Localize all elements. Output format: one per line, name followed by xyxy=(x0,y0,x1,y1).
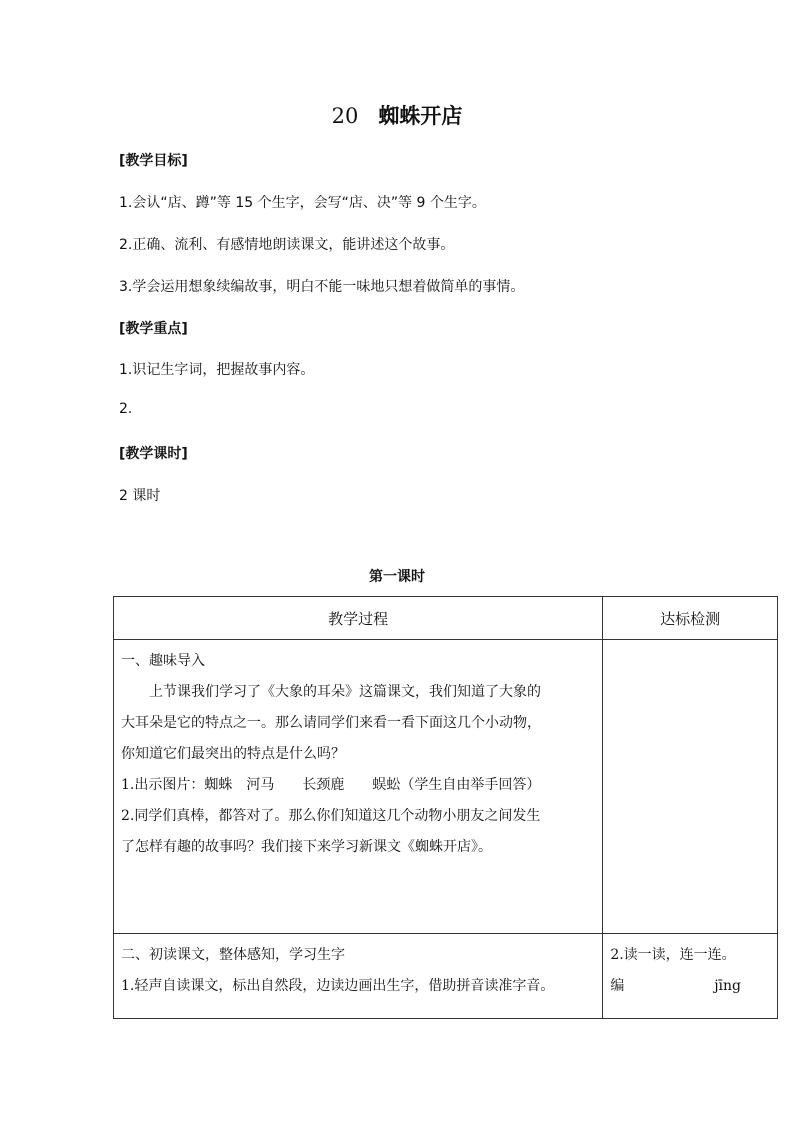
row2-item1: 1.轻声自读课文，标出自然段，边读边画出生字，借助拼音读准字音。 xyxy=(121,978,555,994)
process-cell-intro xyxy=(114,640,603,934)
row1-para-line: 你知道它们最突出的特点是什么吗？ xyxy=(121,746,345,762)
lesson-title: 蜘蛛开店 xyxy=(378,103,463,128)
check-cell-intro xyxy=(603,640,778,934)
match-pinyin: jīng xyxy=(714,978,741,994)
goals-heading: [教学目标] xyxy=(119,153,188,169)
row1-para-line: 上节课我们学习了《大象的耳朵》这篇课文，我们知道了大象的 xyxy=(149,684,541,700)
check-cell-reading xyxy=(603,934,778,1019)
goal-2: 2.正确、流利、有感情地朗读课文，能讲述这个故事。 xyxy=(119,237,455,253)
key-1: 1.识记生字词，把握故事内容。 xyxy=(119,362,315,378)
hours-heading: [教学课时] xyxy=(119,446,188,462)
lesson-subtitle: 第一课时 xyxy=(369,569,425,585)
lesson-number: 20 xyxy=(331,104,359,128)
goal-1: 1.会认“店、蹲”等 15 个生字，会写“店、决”等 9 个生字。 xyxy=(119,195,486,211)
table-row xyxy=(114,934,778,1019)
header-process: 教学过程 xyxy=(114,597,603,640)
page-title xyxy=(0,100,794,130)
header-check: 达标检测 xyxy=(603,597,778,640)
row2-heading: 二、初读课文，整体感知，学习生字 xyxy=(121,947,345,963)
row1-item1: 1.出示图片：蜘蛛 河马 长颈鹿 蜈蚣（学生自由举手回答） xyxy=(121,777,541,793)
row1-heading: 一、趣味导入 xyxy=(121,653,205,669)
check-instruction: 2.读一读，连一连。 xyxy=(610,947,736,963)
key-heading: [教学重点] xyxy=(119,321,188,337)
table-header-row xyxy=(114,597,778,640)
row1-item2-line: 了怎样有趣的故事吗？我们接下来学习新课文《蜘蛛开店》。 xyxy=(121,839,492,855)
match-char: 编 xyxy=(610,978,625,994)
row1-para-line: 大耳朵是它的特点之一。那么请同学们来看一看下面这几个小动物， xyxy=(121,715,541,731)
match-row xyxy=(610,971,771,1002)
table-row xyxy=(114,640,778,934)
hours-value: 2 课时 xyxy=(119,488,161,504)
lesson-table xyxy=(113,596,778,1019)
key-2: 2. xyxy=(119,401,133,417)
row1-item2-line: 2.同学们真棒，都答对了。那么你们知道这几个动物小朋友之间发生 xyxy=(121,808,541,824)
process-cell-reading xyxy=(114,934,603,1019)
goal-3: 3.学会运用想象续编故事，明白不能一味地只想着做简单的事情。 xyxy=(119,279,525,295)
